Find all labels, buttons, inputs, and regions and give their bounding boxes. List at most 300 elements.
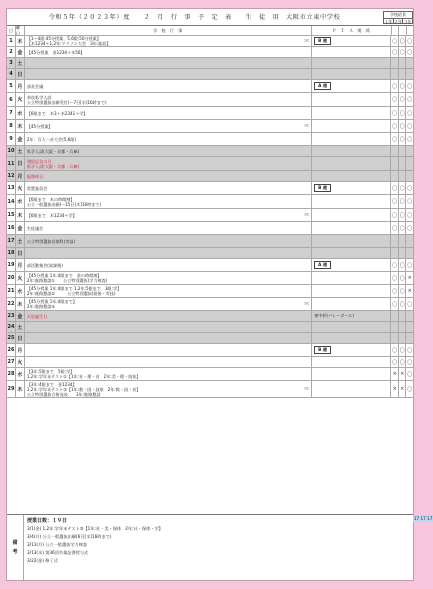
table-body [7,36,413,398]
lunch-mark: 〇 [407,371,413,378]
row-school-event [25,381,312,397]
schedule-table [7,25,413,398]
lunch-grade-1: １年 [384,19,393,24]
row-pta [312,157,391,170]
row-weekday: 日 [16,248,25,258]
row-day: 20 [7,272,16,284]
row-pta [312,344,391,356]
lunch-total-3: 17 [427,516,433,521]
table-row [7,222,413,235]
row-school-event [25,333,312,343]
row-pta [312,259,391,271]
row-weekday: 土 [16,146,25,156]
row-day: 27 [7,359,15,365]
notes-body [24,515,433,581]
row-day: 17 [7,235,16,247]
header-school-events: 学 校 行 事 [25,26,312,35]
lunch-mark: 〇 [391,47,399,57]
lunch-mark [406,58,413,68]
lunch-mark [399,235,407,247]
lunch-mark [406,157,413,170]
sc-mark: SC [304,123,310,128]
lunch-mark: 〇 [391,222,399,234]
schedule-sheet [6,8,433,581]
row-day: 3 [7,58,16,68]
note-item: 3/11(月) 公立一般選抜学力検査 [27,542,88,547]
lunch-total-1: 17 [413,516,420,521]
lunch-mark: × [399,368,407,380]
lunch-mark: 〇 [391,344,399,356]
row-pta [312,120,391,132]
row-weekday: 木 [16,36,25,46]
lunch-mark [391,157,399,170]
table-row [7,146,413,157]
row-school-event [25,133,312,145]
row-weekday: 日 [16,157,25,170]
row-pta [312,322,391,332]
row-day: 7 [7,107,16,119]
lunch-mark: 〇 [399,120,407,132]
lunch-mark [399,333,407,343]
row-weekday: 金 [16,133,25,145]
event-line: 2年：百人一首大会(5,6限) [26,136,76,142]
row-day: 15 [7,209,16,221]
lunch-mark: × [391,368,399,380]
lunch-mark [391,311,399,321]
row-weekday: 木 [16,298,25,310]
row-school-event [25,171,312,181]
table-row [7,182,413,195]
row-school-event [25,157,312,170]
row-weekday: 水 [16,195,25,208]
row-weekday: 土 [16,322,25,332]
row-pta [312,368,391,380]
event-line: 【6限まで 木3＋木2341＋学】 [26,110,88,116]
row-day: 6 [7,93,16,106]
event-line: 振替休日 [26,173,44,179]
week-badge: B 週 [314,184,331,192]
lunch-mark: 〇 [407,347,413,354]
table-row [7,157,413,171]
notes-section [7,514,433,581]
row-weekday: 水 [16,107,25,119]
lunch-mark: 〇 [407,359,413,366]
lunch-mark: 〇 [399,80,407,92]
event-line: 公立特別選抜出願受付(〜7日[水]16時まで) [26,99,107,105]
lunch-mark: 〇 [391,133,399,145]
table-row [7,248,413,259]
lunch-mark [399,171,407,181]
lunch-mark: 〇 [399,47,407,57]
lunch-mark: 〇 [399,272,407,284]
lunch-mark [406,311,413,321]
lunch-mark: 〇 [399,133,407,145]
lunch-mark: 〇 [399,182,407,194]
row-day: 23 [7,313,15,319]
row-day: 24 [7,324,15,330]
event-line: 公立一般選抜出願(〜15日[木]16時まで) [26,201,101,207]
lunch-mark: 〇 [407,262,413,269]
row-school-event [25,107,312,119]
header-day: 日 [7,26,16,35]
table-row [7,333,413,344]
row-weekday: 火 [16,272,25,284]
row-day: 18 [7,250,15,256]
event-line: 1,2年:学年末テスト②【1年:数・国・技家 2年:数・国・音】 [26,386,141,392]
row-day: 10 [7,148,15,154]
row-day: 8 [7,120,16,132]
lunch-mark [399,248,407,258]
sc-mark: SC [304,301,310,306]
row-weekday: 木 [16,381,25,397]
lunch-mark [399,69,407,79]
table-row [7,120,413,133]
row-day: 14 [7,195,16,208]
event-line: 公立特別選抜合格発表 3年:進路懇談 [26,391,101,397]
lunch-mark: × [407,288,412,294]
row-pta [312,311,391,321]
row-weekday: 日 [16,333,25,343]
table-header [7,25,413,36]
event-line: 【45分授業 1年:4限まで 1,2年:5限まで 3限:学】 [26,286,122,291]
row-pta [312,93,391,106]
row-pta [312,80,391,92]
table-row [7,322,413,333]
lunch-mark: 〇 [399,93,407,106]
lunch-mark: 〇 [391,36,399,46]
lunch-mark [399,311,407,321]
lunch-mark: 〇 [407,199,413,205]
event-line: 【45分授業 金1234＋木56】 [26,49,85,55]
header-weekday: 曜日 [16,26,25,35]
note-item: 3/22(金) 修了式 [27,558,58,563]
table-row [7,133,413,146]
table-row [7,285,413,298]
row-day: 26 [7,344,16,356]
sc-mark: SC [304,212,310,217]
row-day: 1 [7,36,16,46]
row-day: 28 [7,368,16,380]
row-pta [312,272,391,284]
row-day: 29 [7,381,16,397]
row-day: 16 [7,222,16,234]
lunch-mark: 〇 [407,83,413,90]
lunch-mark: 〇 [407,212,413,219]
event-line: 2年:進路懇談② 公立特別選抜(面接・実技) [26,291,116,296]
table-row [7,209,413,222]
lunch-mark: 〇 [391,285,399,297]
row-school-event [25,146,312,156]
row-weekday: 月 [16,259,25,271]
table-row [7,47,413,58]
row-day: 19 [7,259,16,271]
lunch-mark [391,235,399,247]
lunch-mark: 〇 [399,107,407,119]
row-pta [312,298,391,310]
row-pta [312,69,391,79]
row-school-event [25,248,312,258]
sc-mark: SC [304,38,310,43]
table-row [7,357,413,368]
row-weekday: 日 [16,69,25,79]
lunch-mark: 〇 [399,357,407,367]
pta-event: 東中杯(バレーボール) [314,313,355,318]
lunch-mark: 〇 [391,93,399,106]
lunch-mark: 〇 [399,259,407,271]
row-school-event [25,285,312,297]
row-school-event [25,311,312,321]
lunch-grade-3: ３年 [403,19,412,24]
lunch-mark: 〇 [391,259,399,271]
lunch-mark: × [391,381,399,397]
row-weekday: 木 [16,209,25,221]
row-day: 13 [7,182,16,194]
event-line: 公立特別選抜音楽科(実技) [26,238,76,244]
row-pta [312,333,391,343]
lunch-mark: 〇 [391,182,399,194]
event-line: 1,2年:学年末テスト①【1年:社・理・音 2年:美・理・技家】 [26,374,141,379]
event-line: 奈良私学入試 [26,94,52,100]
event-line: 【3年:4限まで 金1234】 [26,381,77,387]
row-day: 9 [7,133,16,145]
lunch-mark: 〇 [391,107,399,119]
lunch-mark [391,146,399,156]
lunch-mark: 〇 [399,285,407,297]
lunch-mark: × [407,275,412,281]
lunch-mark: 〇 [407,301,413,308]
lunch-header [383,11,413,24]
notes-label: 備 考 [7,515,24,581]
lunch-mark: 〇 [391,298,399,310]
table-row [7,93,413,107]
row-school-event [25,357,312,367]
row-weekday: 月 [16,171,25,181]
lunch-mark [406,235,413,247]
lunch-total-2: 17 [420,516,426,521]
lunch-mark [391,333,399,343]
row-school-event [25,344,312,356]
week-badge: A 週 [314,261,331,269]
lunch-mark: 〇 [407,97,413,103]
lunch-mark: 〇 [407,123,413,130]
lunch-mark [391,171,399,181]
lunch-mark [406,69,413,79]
row-school-event [25,368,312,380]
row-school-event [25,272,312,284]
event-line: 【45分授業 1年:4限まで 金の時間割】 [26,273,102,278]
row-school-event [25,47,312,57]
lunch-mark [399,146,407,156]
event-line: 生徒議会 [26,225,44,231]
row-school-event [25,120,312,132]
event-line: 【3年:5限まで 5限:学】 [26,369,75,374]
row-weekday: 金 [16,222,25,234]
row-weekday: 火 [16,93,25,106]
lunch-mark: 〇 [399,209,407,221]
lunch-mark [399,322,407,332]
lunch-mark: 〇 [391,272,399,284]
row-school-event [25,36,312,46]
row-pta [312,285,391,297]
row-weekday: 土 [16,235,25,247]
event-line: 【45分授業 1年:4限まで】 [26,299,77,304]
row-pta [312,248,391,258]
week-badge: B 週 [314,346,331,354]
lunch-mark [406,146,413,156]
row-pta [312,47,391,57]
event-line: 【1〜4限:45分授業、5,6限:50分授業】 [26,36,101,41]
lunch-mark [391,322,399,332]
row-pta [312,357,391,367]
page-title: 令和５年（２０２３年）度 ２ 月 行 事 予 定 表 生 徒 用 大阪市立東中学校 [48,14,341,21]
row-pta [312,36,391,46]
lunch-mark: 〇 [407,110,413,117]
table-row [7,298,413,311]
lunch-mark: 〇 [407,38,413,45]
event-line: 建国記念の日 [26,158,52,164]
lunch-mark [391,58,399,68]
row-pta [312,222,391,234]
row-school-event [25,58,312,68]
lunch-label: 学校給食 [390,12,406,17]
row-weekday: 金 [16,47,25,57]
event-line: 【6限まで 木の時間割】 [26,196,75,202]
table-row [7,272,413,285]
table-row [7,36,413,47]
lunch-mark: 〇 [407,185,413,192]
event-line: 私学入試(大阪・京都・兵庫) [26,163,80,169]
lunch-mark [406,171,413,181]
lunch-mark [391,69,399,79]
sc-mark: SC [304,386,310,391]
table-row [7,381,413,398]
lunch-mark [406,322,413,332]
row-school-event [25,80,312,92]
row-school-event [25,209,312,221]
lunch-mark: 〇 [391,195,399,208]
lunch-mark: × [399,381,407,397]
lunch-mark [391,248,399,258]
row-pta [312,195,391,208]
row-school-event [25,259,312,271]
table-row [7,58,413,69]
lunch-mark: 〇 [399,195,407,208]
header-pta: Ｐ Ｔ Ａ 関 係 [312,26,392,35]
row-pta [312,146,391,156]
lunch-mark: 〇 [391,80,399,92]
note-item: 3/13(水) 第36回卒業証書授与式 [27,550,89,555]
lunch-grade-2: ２年 [394,19,402,24]
row-school-event [25,69,312,79]
row-school-event [25,222,312,234]
row-school-event [25,235,312,247]
row-pta [312,107,391,119]
row-weekday: 火 [16,357,25,367]
event-line: 2年:進路懇談③ [26,304,55,309]
row-school-event [25,195,312,208]
event-line: 常置委員会 [26,185,48,191]
note-item: 3/4(月) 公立一般選抜出願(6日[水]16時まで) [27,534,112,539]
table-row [7,311,413,322]
table-row [7,69,413,80]
class-days-count: 授業日数：１９日 [27,518,68,524]
row-school-event [25,298,312,310]
row-weekday: 土 [16,58,25,68]
lunch-mark: 〇 [399,36,407,46]
lunch-mark [406,333,413,343]
table-row [7,195,413,209]
event-line: 部長会議 [26,83,44,89]
row-weekday: 水 [16,285,25,297]
event-line: 【木1234＋1,2年:マラソン大会 3年:総給】 [26,41,111,46]
row-weekday: 水 [16,368,25,380]
lunch-mark [399,58,407,68]
row-day: 11 [7,157,16,170]
row-pta [312,182,391,194]
table-row [7,368,413,381]
row-weekday: 月 [16,344,25,356]
week-badge: A 週 [314,82,331,90]
table-row [7,80,413,93]
row-weekday: 木 [16,120,25,132]
lunch-mark: 〇 [407,225,413,232]
lunch-mark: 〇 [399,298,407,310]
table-row [7,107,413,120]
table-row [7,171,413,182]
event-line: 部活動集会(放課後) [26,262,63,268]
lunch-totals [413,515,433,522]
row-pta [312,58,391,68]
table-row [7,344,413,357]
row-school-event [25,182,312,194]
lunch-mark: 〇 [399,344,407,356]
row-pta [312,381,391,397]
event-line: 【45分授業】 [26,123,53,129]
lunch-mark: 〇 [391,120,399,132]
row-day: 22 [7,298,16,310]
event-line: 【6限まで 木1234＋学】 [26,212,77,218]
row-weekday: 月 [16,80,25,92]
row-school-event [25,322,312,332]
lunch-mark: 〇 [391,357,399,367]
notes-list [27,525,410,565]
lunch-mark: 〇 [399,222,407,234]
row-day: 21 [7,285,16,297]
row-weekday: 金 [16,311,25,321]
table-row [7,259,413,272]
lunch-mark [399,157,407,170]
lunch-mark [406,248,413,258]
event-line: 私学入試(大阪・京都・兵庫) [26,148,80,154]
lunch-mark: 〇 [407,136,413,143]
row-pta [312,235,391,247]
row-pta [312,171,391,181]
lunch-mark: 〇 [407,49,413,56]
lunch-mark: 〇 [391,209,399,221]
row-pta [312,209,391,221]
event-line: 2年:進路懇談① 公立特別選抜(学力検査) [26,278,108,283]
event-line: 天皇誕生日 [26,313,48,319]
row-day: 2 [7,47,16,57]
table-row [7,235,413,248]
row-school-event [25,93,312,106]
week-badge: B 週 [314,37,331,45]
row-weekday: 火 [16,182,25,194]
row-pta [312,133,391,145]
row-day: 4 [7,69,16,79]
row-day: 5 [7,80,16,92]
lunch-mark: 〇 [407,386,413,393]
